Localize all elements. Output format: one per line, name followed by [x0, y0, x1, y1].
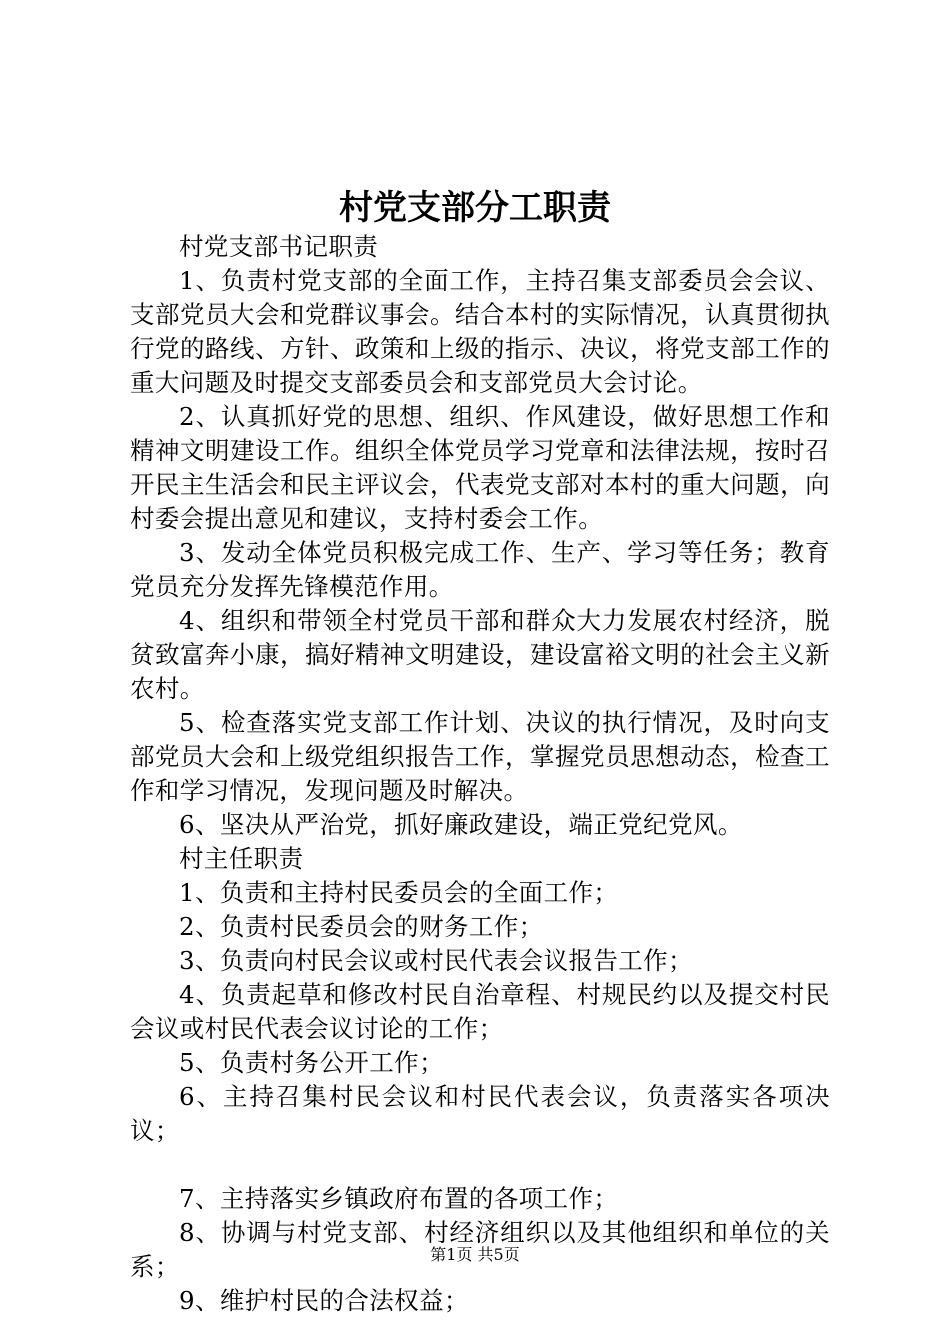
- paragraph: 3、发动全体党员积极完成工作、生产、学习等任务；教育党员充分发挥先锋模范作用。: [130, 538, 830, 601]
- paragraph: 9、维护村民的合法权益；: [179, 1286, 469, 1315]
- paragraph: 7、主持落实乡镇政府布置的各项工作；: [179, 1184, 619, 1213]
- paragraph: 6、主持召集村民会议和村民代表会议，负责落实各项决议；: [130, 1082, 830, 1145]
- document-title: 村党支部分工职责: [339, 188, 611, 228]
- paragraph: 2、负责村民委员会的财务工作；: [179, 912, 544, 941]
- section-heading-secretary: 村党支部书记职责: [179, 232, 379, 261]
- paragraph: 5、检查落实党支部工作计划、决议的执行情况，及时向支部党员大会和上级党组织报告工作，掌握党员思想动态，检查工作和学习情况，发现问题及时解决。: [130, 708, 830, 805]
- paragraph: 3、负责向村民会议或村民代表会议报告工作；: [179, 946, 693, 975]
- paragraph: 4、组织和带领全村党员干部和群众大力发展农村经济，脱贫致富奔小康，搞好精神文明建设，建设富裕文明的社会主义新农村。: [130, 606, 830, 703]
- paragraph: 4、负责起草和修改村民自治章程、村规民约以及提交村民会议或村民代表会议讨论的工作；: [130, 980, 830, 1043]
- paragraph: 2、认真抓好党的思想、组织、作风建设，做好思想工作和精神文明建设工作。组织全体党员学习党章和法律法规，按时召开民主生活会和民主评议会，代表党支部对本村的重大问题，向村委会提出意见和建议，支持村委会工作。: [130, 402, 830, 533]
- blank-line: [130, 1148, 830, 1182]
- section-heading-director: 村主任职责: [179, 844, 304, 873]
- paragraph: 6、坚决从严治党，抓好廉政建设，端正党纪党风。: [179, 810, 743, 839]
- paragraph: 1、负责村党支部的全面工作，主持召集支部委员会会议、支部党员大会和党群议事会。结合本村的实际情况，认真贯彻执行党的路线、方针、政策和上级的指示、决议，将党支部工作的重大问题及时提交支部委员会和支部党员大会讨论。: [130, 266, 830, 397]
- page-number: 第1页 共5页: [430, 1245, 520, 1264]
- paragraph: 8、协调与村党支部、村经济组织以及其他组织和单位的关系；: [130, 1218, 830, 1281]
- paragraph: 1、负责和主持村民委员会的全面工作；: [179, 878, 619, 907]
- paragraph: 5、负责村务公开工作；: [179, 1048, 444, 1077]
- document-body: [130, 230, 830, 1318]
